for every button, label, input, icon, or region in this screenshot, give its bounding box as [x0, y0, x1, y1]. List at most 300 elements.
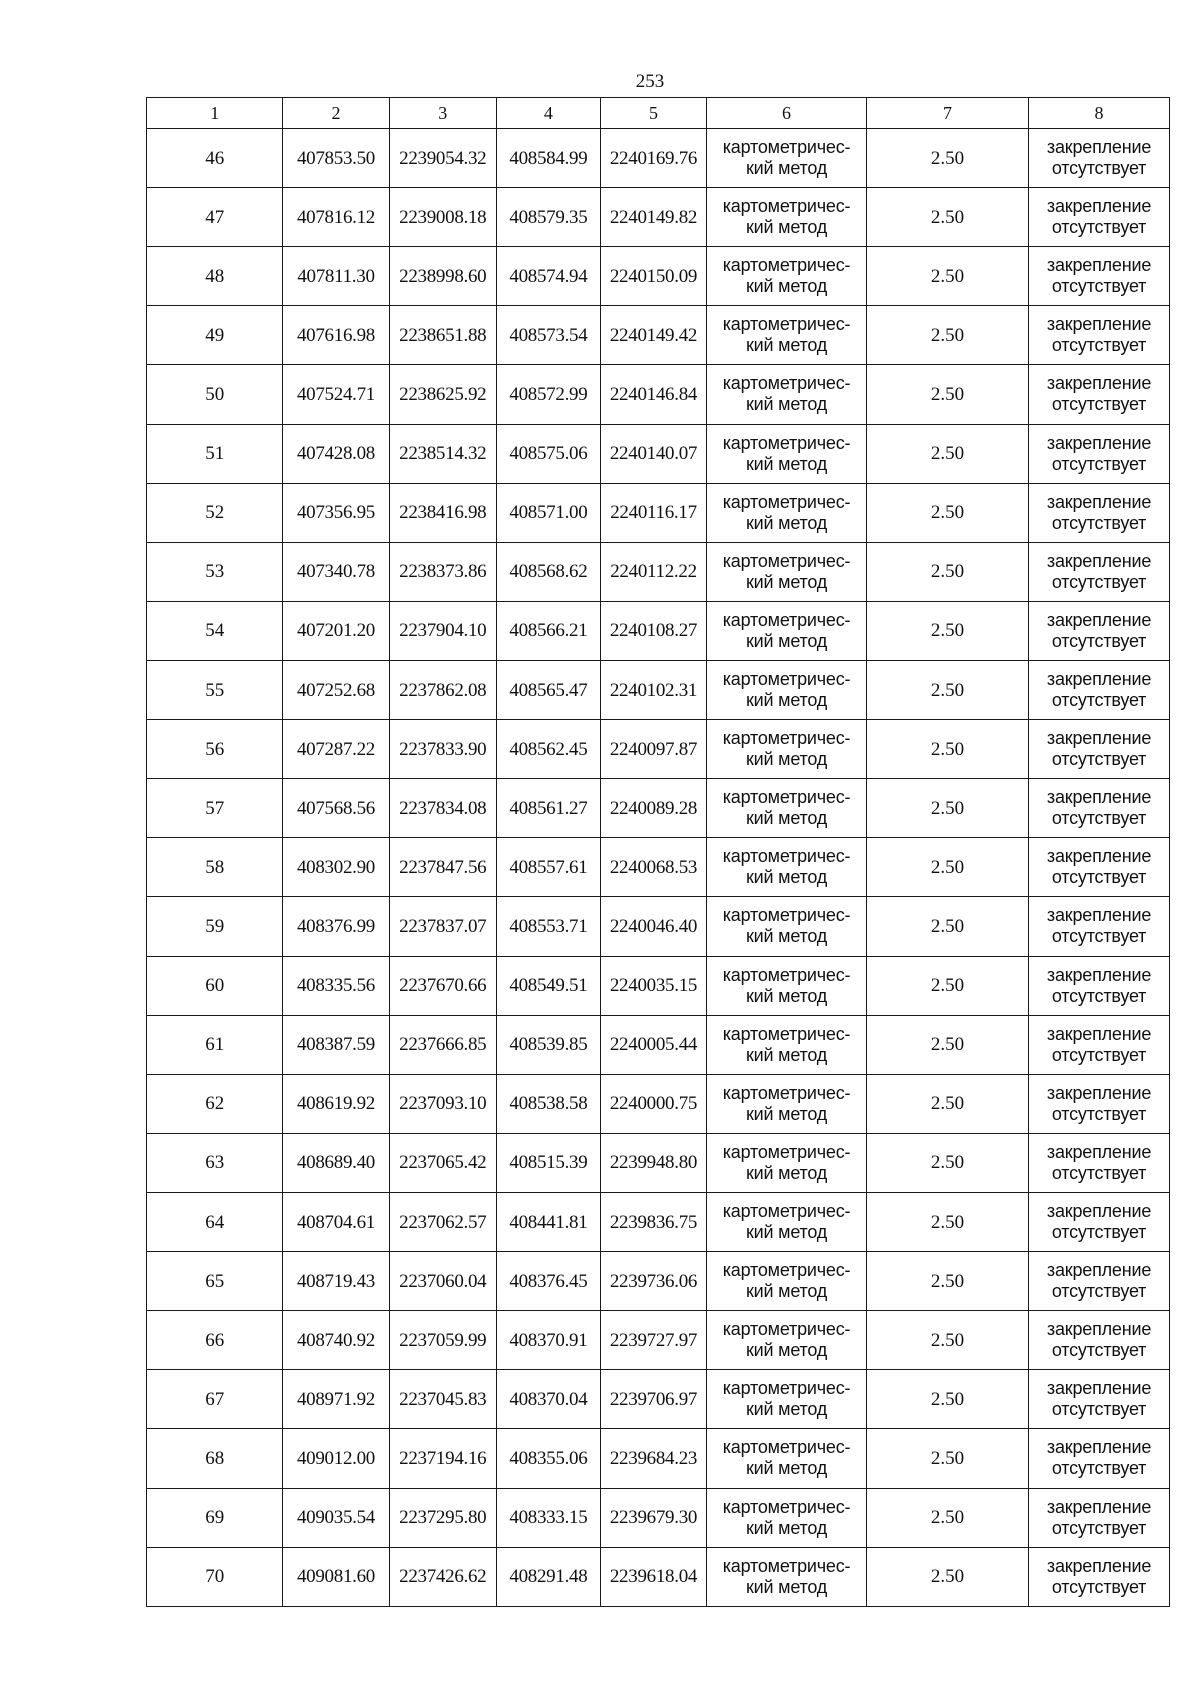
- fixation-cell: [1029, 188, 1170, 247]
- table-row: [147, 1133, 1170, 1192]
- fixation-line-1: закрепление: [1046, 1319, 1152, 1340]
- fixation-cell: [1029, 1429, 1170, 1488]
- method-cell: [707, 247, 867, 306]
- method-cell: [707, 838, 867, 897]
- method-line-2: кий метод: [745, 926, 828, 947]
- x-existing-cell: 408971.92: [283, 1370, 389, 1429]
- y-existing-cell: 2238625.92: [389, 365, 496, 424]
- y-existing-cell: 2238651.88: [389, 306, 496, 365]
- fixation-cell: [1029, 424, 1170, 483]
- method-line-1: картометричес-: [722, 669, 851, 690]
- method-cell: [707, 365, 867, 424]
- point-number-cell: 46: [147, 129, 283, 188]
- method-line-2: кий метод: [745, 1340, 828, 1361]
- fixation-line-1: закрепление: [1046, 1496, 1152, 1517]
- fixation-cell: [1029, 956, 1170, 1015]
- method-line-1: картометричес-: [722, 1260, 851, 1281]
- y-existing-cell: 2237060.04: [389, 1252, 496, 1311]
- method-line-2: кий метод: [745, 1458, 828, 1479]
- column-header: 6: [707, 98, 867, 129]
- point-number-cell: 48: [147, 247, 283, 306]
- method-cell: [707, 1370, 867, 1429]
- fixation-cell: [1029, 720, 1170, 779]
- table-row: [147, 1074, 1170, 1133]
- method-line-1: картометричес-: [722, 1141, 851, 1162]
- accuracy-cell: 2.50: [866, 838, 1028, 897]
- fixation-line-2: отсутствует: [1051, 158, 1147, 179]
- y-existing-cell: 2237426.62: [389, 1547, 496, 1606]
- x-new-cell: 408370.04: [496, 1370, 600, 1429]
- x-new-cell: 408574.94: [496, 247, 600, 306]
- page-number: 253: [635, 71, 665, 92]
- method-cell: [707, 956, 867, 1015]
- y-new-cell: 2240149.42: [600, 306, 706, 365]
- fixation-line-2: отсутствует: [1051, 1458, 1147, 1479]
- method-line-1: картометричес-: [722, 728, 851, 749]
- method-line-1: картометричес-: [722, 550, 851, 571]
- fixation-cell: [1029, 838, 1170, 897]
- method-line-1: картометричес-: [722, 1319, 851, 1340]
- fixation-line-2: отсутствует: [1051, 453, 1147, 474]
- y-new-cell: 2240149.82: [600, 188, 706, 247]
- y-new-cell: 2240116.17: [600, 483, 706, 542]
- x-new-cell: 408584.99: [496, 129, 600, 188]
- y-existing-cell: 2237093.10: [389, 1074, 496, 1133]
- y-new-cell: 2239706.97: [600, 1370, 706, 1429]
- fixation-line-1: закрепление: [1046, 846, 1152, 867]
- fixation-cell: [1029, 1015, 1170, 1074]
- x-new-cell: 408355.06: [496, 1429, 600, 1488]
- x-new-cell: 408538.58: [496, 1074, 600, 1133]
- table-row: [147, 897, 1170, 956]
- y-new-cell: 2240112.22: [600, 542, 706, 601]
- x-new-cell: 408573.54: [496, 306, 600, 365]
- method-cell: [707, 1429, 867, 1488]
- table-row: [147, 542, 1170, 601]
- method-line-1: картометричес-: [722, 1437, 851, 1458]
- fixation-line-1: закрепление: [1046, 196, 1152, 217]
- point-number-cell: 51: [147, 424, 283, 483]
- table-row: [147, 365, 1170, 424]
- table-row: [147, 1547, 1170, 1606]
- x-existing-cell: 408302.90: [283, 838, 389, 897]
- y-new-cell: 2239948.80: [600, 1133, 706, 1192]
- method-line-2: кий метод: [745, 1576, 828, 1597]
- fixation-line-2: отсутствует: [1051, 926, 1147, 947]
- fixation-cell: [1029, 365, 1170, 424]
- fixation-line-2: отсутствует: [1051, 1576, 1147, 1597]
- y-new-cell: 2240097.87: [600, 720, 706, 779]
- x-new-cell: 408539.85: [496, 1015, 600, 1074]
- table-row: [147, 1192, 1170, 1251]
- y-new-cell: 2239618.04: [600, 1547, 706, 1606]
- method-line-2: кий метод: [745, 808, 828, 829]
- method-line-2: кий метод: [745, 217, 828, 238]
- fixation-cell: [1029, 129, 1170, 188]
- y-existing-cell: 2237059.99: [389, 1311, 496, 1370]
- y-new-cell: 2240102.31: [600, 660, 706, 719]
- table-row: [147, 601, 1170, 660]
- y-existing-cell: 2239054.32: [389, 129, 496, 188]
- point-number-cell: 56: [147, 720, 283, 779]
- x-existing-cell: 407568.56: [283, 779, 389, 838]
- x-existing-cell: 409081.60: [283, 1547, 389, 1606]
- x-new-cell: 408515.39: [496, 1133, 600, 1192]
- table-row: [147, 129, 1170, 188]
- method-line-1: картометричес-: [722, 314, 851, 335]
- method-line-2: кий метод: [745, 630, 828, 651]
- y-new-cell: 2239727.97: [600, 1311, 706, 1370]
- fixation-line-1: закрепление: [1046, 1201, 1152, 1222]
- accuracy-cell: 2.50: [866, 1547, 1028, 1606]
- x-new-cell: 408557.61: [496, 838, 600, 897]
- point-number-cell: 58: [147, 838, 283, 897]
- method-cell: [707, 1547, 867, 1606]
- method-cell: [707, 306, 867, 365]
- method-line-1: картометричес-: [722, 787, 851, 808]
- method-cell: [707, 660, 867, 719]
- fixation-cell: [1029, 779, 1170, 838]
- method-line-2: кий метод: [745, 1281, 828, 1302]
- x-new-cell: 408579.35: [496, 188, 600, 247]
- y-existing-cell: 2238416.98: [389, 483, 496, 542]
- y-existing-cell: 2237862.08: [389, 660, 496, 719]
- table-row: [147, 188, 1170, 247]
- x-existing-cell: 409035.54: [283, 1488, 389, 1547]
- x-existing-cell: 408704.61: [283, 1192, 389, 1251]
- fixation-line-1: закрепление: [1046, 964, 1152, 985]
- fixation-cell: [1029, 660, 1170, 719]
- point-number-cell: 64: [147, 1192, 283, 1251]
- fixation-cell: [1029, 306, 1170, 365]
- accuracy-cell: 2.50: [866, 779, 1028, 838]
- table-body: [147, 129, 1170, 1607]
- method-line-2: кий метод: [745, 1103, 828, 1124]
- y-new-cell: 2239684.23: [600, 1429, 706, 1488]
- point-number-cell: 55: [147, 660, 283, 719]
- accuracy-cell: 2.50: [866, 129, 1028, 188]
- fixation-cell: [1029, 542, 1170, 601]
- column-header: 7: [866, 98, 1028, 129]
- fixation-line-2: отсутствует: [1051, 749, 1147, 770]
- point-number-cell: 54: [147, 601, 283, 660]
- method-cell: [707, 720, 867, 779]
- x-existing-cell: 408689.40: [283, 1133, 389, 1192]
- y-new-cell: 2240150.09: [600, 247, 706, 306]
- x-existing-cell: 408335.56: [283, 956, 389, 1015]
- fixation-line-1: закрепление: [1046, 550, 1152, 571]
- method-line-2: кий метод: [745, 158, 828, 179]
- column-header: 3: [389, 98, 496, 129]
- y-new-cell: 2239679.30: [600, 1488, 706, 1547]
- y-existing-cell: 2237670.66: [389, 956, 496, 1015]
- fixation-line-2: отсутствует: [1051, 985, 1147, 1006]
- method-line-1: картометричес-: [722, 196, 851, 217]
- method-cell: [707, 129, 867, 188]
- column-number-row: [147, 98, 1170, 129]
- y-new-cell: 2240146.84: [600, 365, 706, 424]
- point-number-cell: 67: [147, 1370, 283, 1429]
- fixation-line-1: закрепление: [1046, 728, 1152, 749]
- point-number-cell: 63: [147, 1133, 283, 1192]
- table-row: [147, 1015, 1170, 1074]
- table-row: [147, 720, 1170, 779]
- fixation-line-2: отсутствует: [1051, 335, 1147, 356]
- fixation-line-2: отсутствует: [1051, 1044, 1147, 1065]
- table-row: [147, 1488, 1170, 1547]
- x-new-cell: 408376.45: [496, 1252, 600, 1311]
- method-cell: [707, 1252, 867, 1311]
- point-number-cell: 70: [147, 1547, 283, 1606]
- fixation-line-2: отсутствует: [1051, 571, 1147, 592]
- accuracy-cell: 2.50: [866, 601, 1028, 660]
- x-new-cell: 408333.15: [496, 1488, 600, 1547]
- method-cell: [707, 1192, 867, 1251]
- method-line-2: кий метод: [745, 394, 828, 415]
- method-cell: [707, 897, 867, 956]
- x-new-cell: 408565.47: [496, 660, 600, 719]
- x-existing-cell: 409012.00: [283, 1429, 389, 1488]
- accuracy-cell: 2.50: [866, 1192, 1028, 1251]
- fixation-line-1: закрепление: [1046, 373, 1152, 394]
- fixation-cell: [1029, 1252, 1170, 1311]
- fixation-line-1: закрепление: [1046, 1023, 1152, 1044]
- y-existing-cell: 2239008.18: [389, 188, 496, 247]
- accuracy-cell: 2.50: [866, 542, 1028, 601]
- fixation-line-2: отсутствует: [1051, 1340, 1147, 1361]
- accuracy-cell: 2.50: [866, 660, 1028, 719]
- y-existing-cell: 2237194.16: [389, 1429, 496, 1488]
- column-header: 8: [1029, 98, 1170, 129]
- x-existing-cell: 407524.71: [283, 365, 389, 424]
- accuracy-cell: 2.50: [866, 1429, 1028, 1488]
- method-line-1: картометричес-: [722, 1378, 851, 1399]
- method-line-1: картометричес-: [722, 609, 851, 630]
- fixation-line-2: отсутствует: [1051, 1399, 1147, 1420]
- x-existing-cell: 407356.95: [283, 483, 389, 542]
- x-existing-cell: 407340.78: [283, 542, 389, 601]
- accuracy-cell: 2.50: [866, 1311, 1028, 1370]
- coordinates-table-wrapper: [146, 97, 1170, 1607]
- fixation-cell: [1029, 1074, 1170, 1133]
- fixation-line-1: закрепление: [1046, 1082, 1152, 1103]
- method-line-1: картометричес-: [722, 964, 851, 985]
- method-cell: [707, 542, 867, 601]
- table-row: [147, 956, 1170, 1015]
- point-number-cell: 52: [147, 483, 283, 542]
- fixation-cell: [1029, 247, 1170, 306]
- y-existing-cell: 2237295.80: [389, 1488, 496, 1547]
- y-existing-cell: 2238373.86: [389, 542, 496, 601]
- method-line-2: кий метод: [745, 335, 828, 356]
- accuracy-cell: 2.50: [866, 483, 1028, 542]
- y-existing-cell: 2237904.10: [389, 601, 496, 660]
- fixation-line-2: отсутствует: [1051, 808, 1147, 829]
- fixation-cell: [1029, 483, 1170, 542]
- coordinates-table: [146, 97, 1170, 1607]
- x-existing-cell: 407252.68: [283, 660, 389, 719]
- method-cell: [707, 1488, 867, 1547]
- point-number-cell: 68: [147, 1429, 283, 1488]
- point-number-cell: 57: [147, 779, 283, 838]
- y-new-cell: 2240035.15: [600, 956, 706, 1015]
- x-existing-cell: 407287.22: [283, 720, 389, 779]
- method-line-1: картометричес-: [722, 905, 851, 926]
- method-line-1: картометричес-: [722, 491, 851, 512]
- table-row: [147, 1252, 1170, 1311]
- method-line-1: картометричес-: [722, 432, 851, 453]
- y-existing-cell: 2237045.83: [389, 1370, 496, 1429]
- method-cell: [707, 1015, 867, 1074]
- table-row: [147, 424, 1170, 483]
- method-cell: [707, 483, 867, 542]
- x-new-cell: 408572.99: [496, 365, 600, 424]
- method-line-2: кий метод: [745, 1222, 828, 1243]
- accuracy-cell: 2.50: [866, 424, 1028, 483]
- x-new-cell: 408553.71: [496, 897, 600, 956]
- x-existing-cell: 407816.12: [283, 188, 389, 247]
- fixation-line-1: закрепление: [1046, 669, 1152, 690]
- accuracy-cell: 2.50: [866, 1252, 1028, 1311]
- point-number-cell: 65: [147, 1252, 283, 1311]
- point-number-cell: 66: [147, 1311, 283, 1370]
- fixation-line-1: закрепление: [1046, 1378, 1152, 1399]
- fixation-line-2: отсутствует: [1051, 1222, 1147, 1243]
- x-new-cell: 408571.00: [496, 483, 600, 542]
- accuracy-cell: 2.50: [866, 956, 1028, 1015]
- method-cell: [707, 424, 867, 483]
- method-cell: [707, 1311, 867, 1370]
- method-line-2: кий метод: [745, 571, 828, 592]
- point-number-cell: 62: [147, 1074, 283, 1133]
- method-line-1: картометричес-: [722, 1082, 851, 1103]
- x-existing-cell: 408376.99: [283, 897, 389, 956]
- y-new-cell: 2240000.75: [600, 1074, 706, 1133]
- x-new-cell: 408370.91: [496, 1311, 600, 1370]
- x-new-cell: 408568.62: [496, 542, 600, 601]
- fixation-cell: [1029, 601, 1170, 660]
- table-row: [147, 1311, 1170, 1370]
- y-existing-cell: 2237065.42: [389, 1133, 496, 1192]
- fixation-line-1: закрепление: [1046, 314, 1152, 335]
- x-new-cell: 408441.81: [496, 1192, 600, 1251]
- method-line-1: картометричес-: [722, 255, 851, 276]
- column-header: 4: [496, 98, 600, 129]
- method-line-1: картометричес-: [722, 137, 851, 158]
- x-new-cell: 408562.45: [496, 720, 600, 779]
- y-existing-cell: 2237833.90: [389, 720, 496, 779]
- method-line-2: кий метод: [745, 276, 828, 297]
- table-row: [147, 483, 1170, 542]
- x-existing-cell: 408719.43: [283, 1252, 389, 1311]
- y-new-cell: 2239736.06: [600, 1252, 706, 1311]
- y-existing-cell: 2238514.32: [389, 424, 496, 483]
- fixation-line-2: отсутствует: [1051, 276, 1147, 297]
- accuracy-cell: 2.50: [866, 365, 1028, 424]
- table-row: [147, 247, 1170, 306]
- x-existing-cell: 408619.92: [283, 1074, 389, 1133]
- y-new-cell: 2240089.28: [600, 779, 706, 838]
- fixation-line-2: отсутствует: [1051, 512, 1147, 533]
- fixation-line-2: отсутствует: [1051, 630, 1147, 651]
- x-new-cell: 408549.51: [496, 956, 600, 1015]
- fixation-line-2: отсутствует: [1051, 394, 1147, 415]
- fixation-cell: [1029, 1488, 1170, 1547]
- table-row: [147, 838, 1170, 897]
- y-existing-cell: 2237062.57: [389, 1192, 496, 1251]
- point-number-cell: 59: [147, 897, 283, 956]
- point-number-cell: 60: [147, 956, 283, 1015]
- method-cell: [707, 601, 867, 660]
- point-number-cell: 61: [147, 1015, 283, 1074]
- point-number-cell: 47: [147, 188, 283, 247]
- y-new-cell: 2240108.27: [600, 601, 706, 660]
- accuracy-cell: 2.50: [866, 1015, 1028, 1074]
- x-new-cell: 408561.27: [496, 779, 600, 838]
- table-row: [147, 1429, 1170, 1488]
- fixation-cell: [1029, 1547, 1170, 1606]
- method-line-2: кий метод: [745, 749, 828, 770]
- method-cell: [707, 779, 867, 838]
- fixation-line-1: закрепление: [1046, 491, 1152, 512]
- fixation-cell: [1029, 1192, 1170, 1251]
- x-existing-cell: 407616.98: [283, 306, 389, 365]
- fixation-line-1: закрепление: [1046, 432, 1152, 453]
- point-number-cell: 69: [147, 1488, 283, 1547]
- point-number-cell: 53: [147, 542, 283, 601]
- method-cell: [707, 1074, 867, 1133]
- method-line-2: кий метод: [745, 1517, 828, 1538]
- method-line-1: картометричес-: [722, 1555, 851, 1576]
- y-existing-cell: 2237666.85: [389, 1015, 496, 1074]
- fixation-line-2: отсутствует: [1051, 217, 1147, 238]
- column-header: 2: [283, 98, 389, 129]
- x-existing-cell: 407428.08: [283, 424, 389, 483]
- x-new-cell: 408575.06: [496, 424, 600, 483]
- accuracy-cell: 2.50: [866, 247, 1028, 306]
- table-row: [147, 779, 1170, 838]
- table-row: [147, 306, 1170, 365]
- column-header: 5: [600, 98, 706, 129]
- fixation-line-2: отсутствует: [1051, 1281, 1147, 1302]
- x-existing-cell: 407201.20: [283, 601, 389, 660]
- method-line-2: кий метод: [745, 512, 828, 533]
- accuracy-cell: 2.50: [866, 306, 1028, 365]
- accuracy-cell: 2.50: [866, 1488, 1028, 1547]
- accuracy-cell: 2.50: [866, 1370, 1028, 1429]
- x-existing-cell: 408387.59: [283, 1015, 389, 1074]
- fixation-line-1: закрепление: [1046, 137, 1152, 158]
- method-line-2: кий метод: [745, 690, 828, 711]
- method-line-2: кий метод: [745, 867, 828, 888]
- accuracy-cell: 2.50: [866, 1133, 1028, 1192]
- x-existing-cell: 408740.92: [283, 1311, 389, 1370]
- method-line-1: картометричес-: [722, 1496, 851, 1517]
- method-line-2: кий метод: [745, 453, 828, 474]
- fixation-line-2: отсутствует: [1051, 690, 1147, 711]
- fixation-line-1: закрепление: [1046, 787, 1152, 808]
- y-new-cell: 2240005.44: [600, 1015, 706, 1074]
- x-new-cell: 408566.21: [496, 601, 600, 660]
- fixation-line-1: закрепление: [1046, 1555, 1152, 1576]
- method-line-1: картометричес-: [722, 846, 851, 867]
- fixation-line-1: закрепление: [1046, 1437, 1152, 1458]
- y-new-cell: 2240140.07: [600, 424, 706, 483]
- point-number-cell: 49: [147, 306, 283, 365]
- fixation-line-1: закрепление: [1046, 609, 1152, 630]
- method-line-2: кий метод: [745, 1044, 828, 1065]
- y-existing-cell: 2237847.56: [389, 838, 496, 897]
